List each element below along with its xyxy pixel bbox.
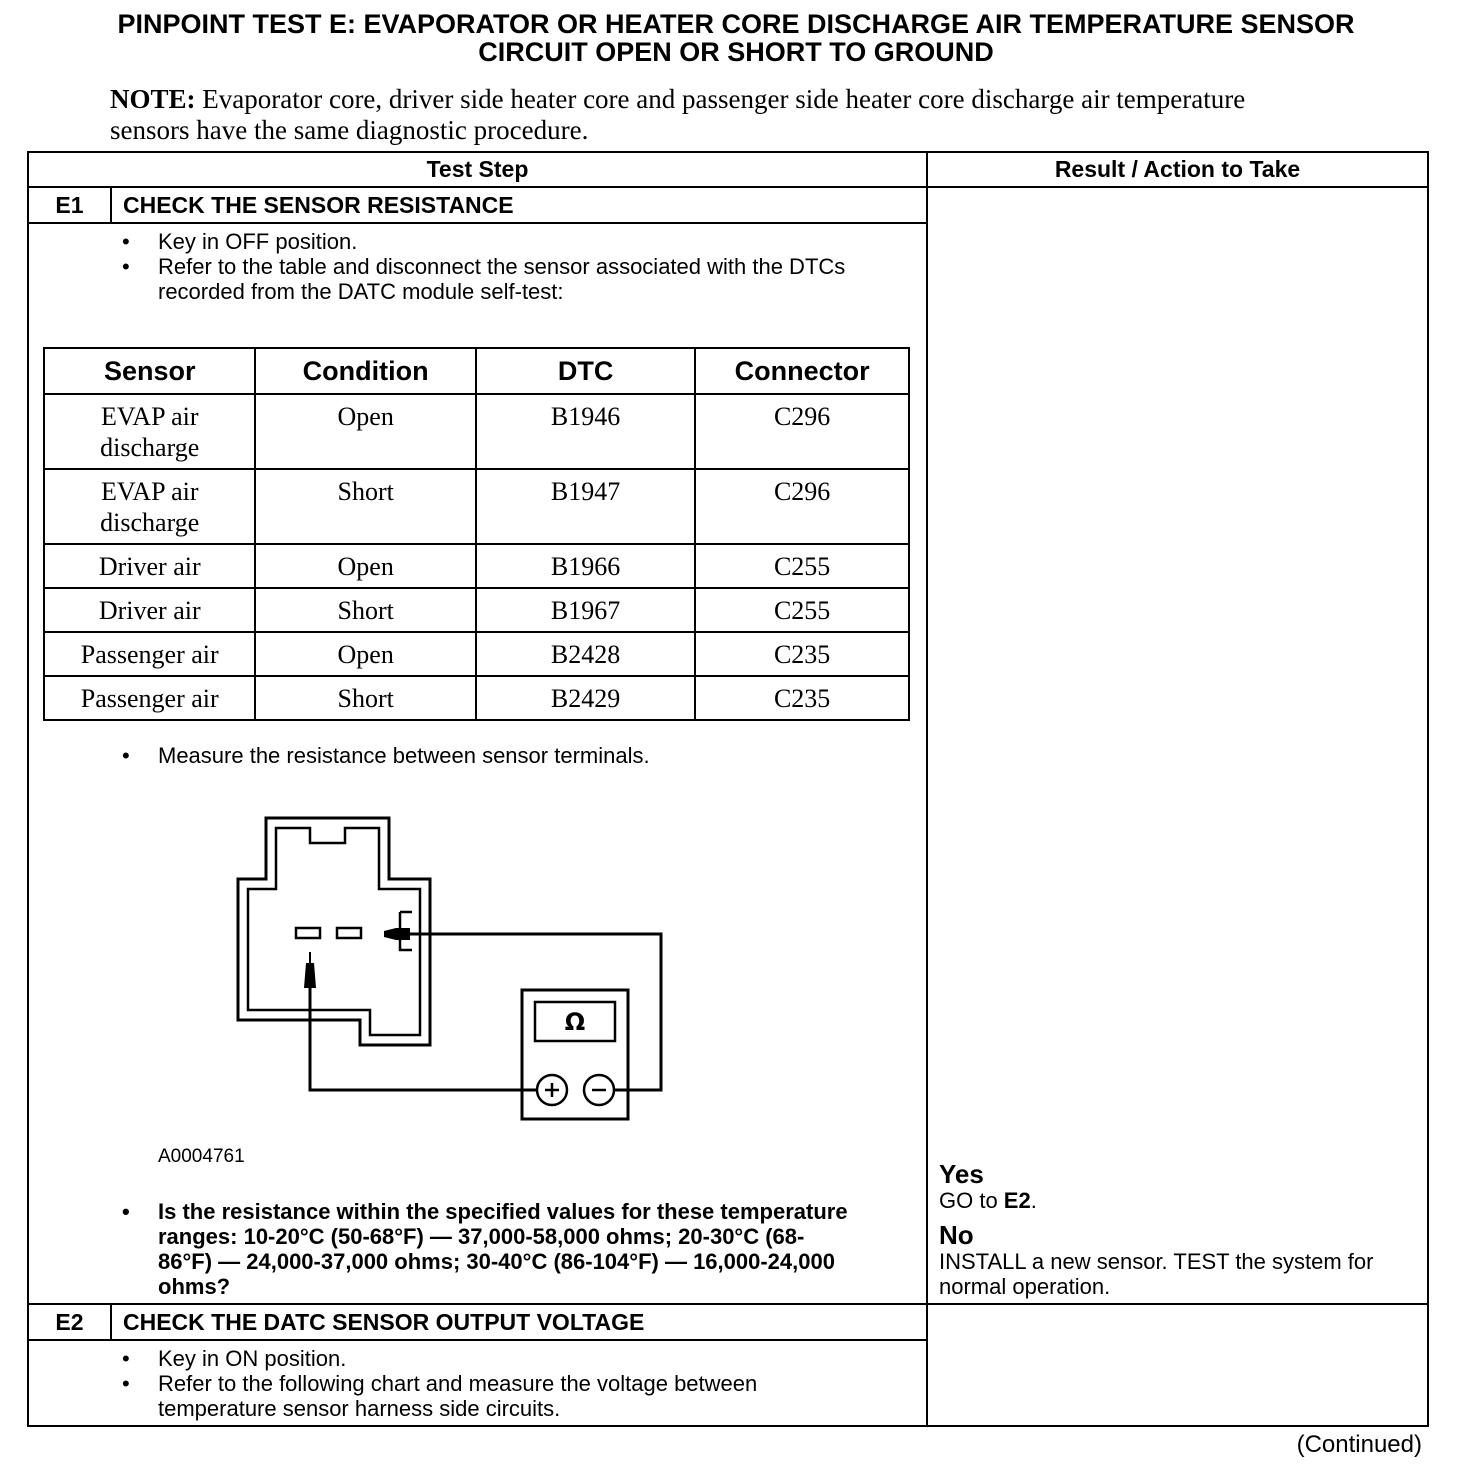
- yes-prefix: GO to: [939, 1188, 1004, 1213]
- e1-result-no: [939, 1222, 1419, 1299]
- yes-label: Yes: [939, 1159, 984, 1189]
- cell-connector: C235: [695, 676, 909, 720]
- e1-question-text: Is the resistance within the specified values for these temperature ranges: 10-20°C (50-68°F) — 37,000-58,000 ohms; 20-30°C (68-86°F) — 24,000-37,000 ohms; 30-40°C (86-104°F) — 16,000-24,000 ohms?: [158, 1199, 848, 1299]
- negative-lead-wire: [404, 934, 661, 1090]
- col-condition: Condition: [255, 348, 475, 394]
- e1-bullet-2-text: Refer to the table and disconnect the sensor associated with the DTCs recorded from the DATC module self-test:: [158, 254, 846, 304]
- header-test-step: Test Step: [426, 156, 529, 182]
- positive-probe: [304, 963, 316, 988]
- terminal-left: [296, 928, 320, 938]
- cell-sensor: Passenger air: [44, 632, 255, 676]
- note-label: NOTE:: [110, 84, 196, 114]
- e1-result-yes: [939, 1161, 1419, 1213]
- title-line-1: PINPOINT TEST E: EVAPORATOR OR HEATER CORE DISCHARGE AIR TEMPERATURE SENSOR: [117, 9, 1355, 39]
- positive-lead-wire: [310, 985, 537, 1090]
- bullet-mark: •: [122, 229, 130, 254]
- cell-connector: C255: [695, 588, 909, 632]
- terminal-right: [337, 928, 361, 938]
- cell-dtc: B1947: [476, 469, 695, 544]
- col-sensor: Sensor: [44, 348, 255, 394]
- col-dtc: DTC: [476, 348, 695, 394]
- cell-condition: Short: [255, 469, 475, 544]
- note-text: Evaporator core, driver side heater core and passenger side heater core discharge air temperature sensors have the same diagnostic procedure.: [110, 84, 1246, 145]
- e2-bullet-1-text: Key in ON position.: [158, 1346, 347, 1371]
- cell-dtc: B1946: [476, 394, 695, 469]
- header-result: Result / Action to Take: [1054, 156, 1301, 182]
- e1-bullet-measure-text: Measure the resistance between sensor terminals.: [158, 743, 650, 768]
- bullet-mark: •: [122, 1346, 130, 1371]
- figure-id: A0004761: [158, 1146, 245, 1167]
- bullet-mark: •: [122, 1371, 130, 1396]
- no-text: INSTALL a new sensor. TEST the system for normal operation.: [939, 1249, 1374, 1299]
- col-connector: Connector: [695, 348, 909, 394]
- cell-sensor: Driver air: [44, 588, 255, 632]
- e1-step-title: CHECK THE SENSOR RESISTANCE: [123, 192, 514, 218]
- cell-sensor: EVAP air discharge: [44, 394, 255, 469]
- no-label: No: [939, 1220, 974, 1250]
- bullet-mark: •: [122, 1199, 130, 1224]
- cell-condition: Short: [255, 676, 475, 720]
- cell-dtc: B2429: [476, 676, 695, 720]
- continued-label: (Continued): [1296, 1431, 1422, 1458]
- bullet-mark: •: [122, 254, 130, 279]
- bullet-mark: •: [122, 743, 130, 768]
- cell-condition: Open: [255, 544, 475, 588]
- cell-sensor: EVAP air discharge: [44, 469, 255, 544]
- cell-connector: C235: [695, 632, 909, 676]
- e1-step-id: E1: [55, 192, 84, 218]
- cell-connector: C296: [695, 469, 909, 544]
- cell-sensor: Passenger air: [44, 676, 255, 720]
- title-line-2: CIRCUIT OPEN OR SHORT TO GROUND: [478, 37, 994, 67]
- e1-bullet-1-text: Key in OFF position.: [158, 229, 358, 254]
- ohm-symbol: Ω: [564, 1008, 586, 1036]
- column-divider: [926, 151, 928, 1427]
- e2-bullet-2-text: Refer to the following chart and measure the voltage between temperature sensor harness side circuits.: [158, 1371, 758, 1421]
- e2-top-divider: [27, 1303, 1429, 1305]
- cell-condition: Open: [255, 632, 475, 676]
- e2-step-title: CHECK THE DATC SENSOR OUTPUT VOLTAGE: [123, 1309, 645, 1335]
- cell-connector: C255: [695, 544, 909, 588]
- cell-connector: C296: [695, 394, 909, 469]
- cell-condition: Short: [255, 588, 475, 632]
- yes-target: E2: [1003, 1188, 1031, 1213]
- cell-dtc: B2428: [476, 632, 695, 676]
- resistance-measurement-diagram: [0, 0, 920, 1160]
- cell-dtc: B1967: [476, 588, 695, 632]
- cell-condition: Open: [255, 394, 475, 469]
- cell-sensor: Driver air: [44, 544, 255, 588]
- yes-suffix: .: [1030, 1188, 1037, 1213]
- e2-title-divider: [27, 1339, 928, 1341]
- cell-dtc: B1966: [476, 544, 695, 588]
- e2-id-divider: [110, 1303, 112, 1340]
- negative-probe: [384, 928, 410, 940]
- e2-step-id: E2: [55, 1309, 84, 1335]
